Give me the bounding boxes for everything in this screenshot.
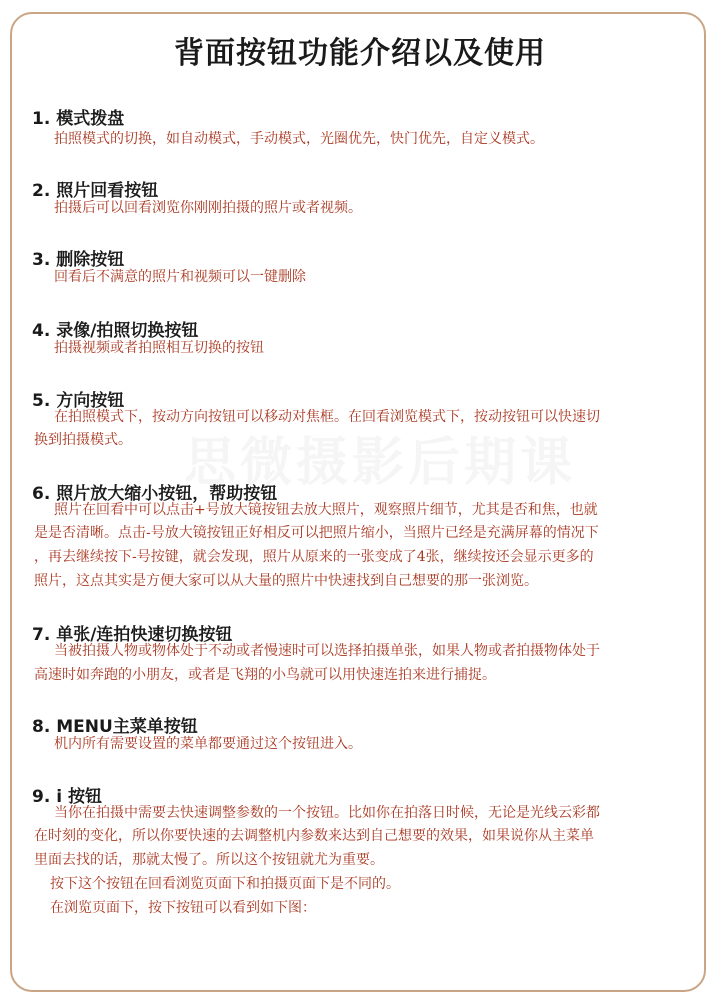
section-text-line: 换到拍摄模式。 [34, 432, 132, 448]
section-heading: 3. 删除按钮 [32, 250, 125, 270]
section-heading: 7. 单张/连拍快速切换按钮 [32, 625, 233, 645]
section-heading: 8. MENU主菜单按钮 [32, 717, 198, 737]
section-text-line: 里面去找的话，那就太慢了。所以这个按钮就尤为重要。 [34, 852, 384, 868]
section-heading: 5. 方向按钮 [32, 391, 125, 411]
section-text-line: 拍摄视频或者拍照相互切换的按钮 [54, 340, 264, 356]
section-text-line: 在时刻的变化，所以你要快速的去调整机内参数来达到自己想要的效果，如果说你从主菜单 [34, 828, 594, 844]
page-title: 背面按钮功能介绍以及使用 [174, 36, 546, 71]
section-text-line: 回看后不满意的照片和视频可以一键删除 [54, 269, 306, 285]
section-heading: 2. 照片回看按钮 [32, 181, 159, 201]
section-text-line: 拍照模式的切换，如自动模式，手动模式，光圈优先，快门优先，自定义模式。 [54, 131, 544, 147]
section-text-line: 是是否清晰。点击-号放大镜按钮正好相反可以把照片缩小，当照片已经是充满屏幕的情况下 [34, 525, 599, 541]
section-text-line: 高速时如奔跑的小朋友，或者是飞翔的小鸟就可以用快速连拍来进行捕捉。 [34, 667, 496, 683]
section-text-line: 当被拍摄人物或物体处于不动或者慢速时可以选择拍摄单张，如果人物或者拍摄物体处于 [54, 643, 600, 659]
watermark: 思微摄影后期课 [183, 433, 576, 493]
section-heading: 6. 照片放大缩小按钮，帮助按钮 [32, 484, 278, 504]
section-heading: 9. i 按钮 [32, 787, 102, 807]
section-text-line: 机内所有需要设置的菜单都要通过这个按钮进入。 [54, 736, 362, 752]
section-text-line: 当你在拍摄中需要去快速调整参数的一个按钮。比如你在拍落日时候，无论是光线云彩都 [54, 805, 600, 821]
section-text-line: 按下这个按钮在回看浏览页面下和拍摄页面下是不同的。 [50, 876, 400, 892]
section-heading: 1. 模式拨盘 [32, 109, 125, 129]
section-text-line: 照片，这点其实是方便大家可以从大量的照片中快速找到自己想要的那一张浏览。 [34, 573, 538, 589]
section-text-line: ，再去继续按下-号按键，就会发现，照片从原来的一张变成了4张，继续按还会显示更多的 [34, 549, 594, 565]
section-heading: 4. 录像/拍照切换按钮 [32, 321, 199, 341]
section-text-line: 在浏览页面下，按下按钮可以看到如下图： [50, 900, 316, 916]
section-text-line: 拍摄后可以回看浏览你刚刚拍摄的照片或者视频。 [54, 200, 362, 216]
section-text-line: 在拍照模式下，按动方向按钮可以移动对焦框。在回看浏览模式下，按动按钮可以快速切 [54, 409, 600, 425]
section-text-line: 照片在回看中可以点击+号放大镜按钮去放大照片，观察照片细节，尤其是否和焦，也就 [54, 502, 598, 518]
